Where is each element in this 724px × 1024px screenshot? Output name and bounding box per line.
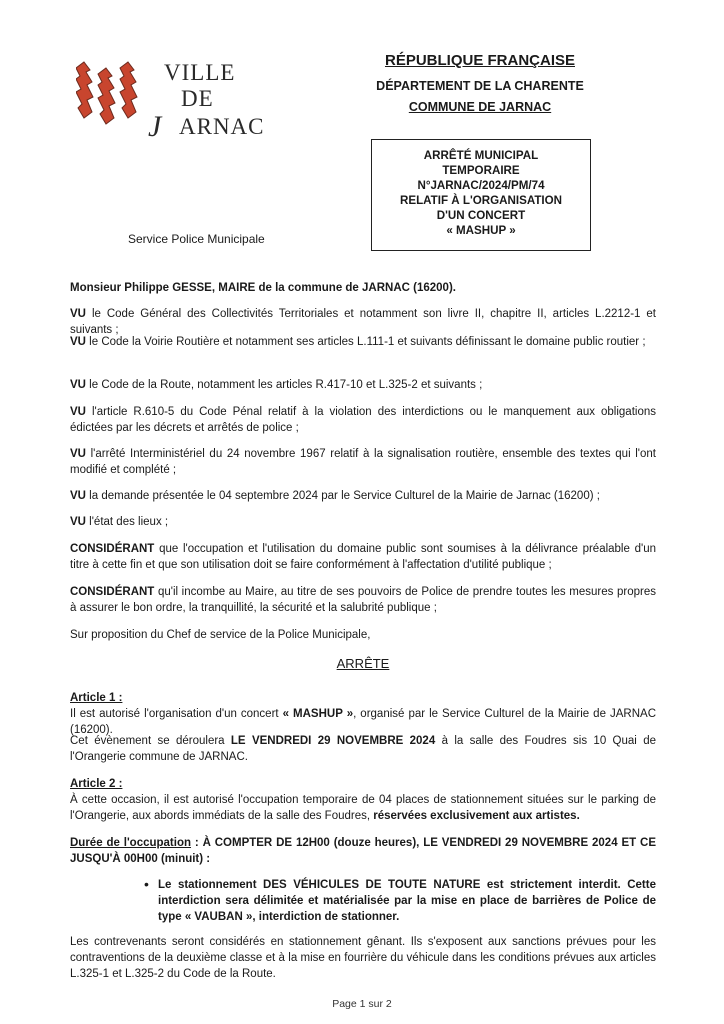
vu-item: VU le Code de la Route, notamment les articles R.417-10 et L.325-2 et suivants ; bbox=[70, 379, 483, 391]
mayor-intro: Monsieur Philippe GESSE, MAIRE de la commune de JARNAC (16200). bbox=[70, 282, 456, 294]
service-label: Service Police Municipale bbox=[128, 232, 265, 246]
duration-text: Durée de l'occupation : À COMPTER DE 12H00 (douze heures), LE VENDREDI 29 NOVEMBRE 2024 ET CE JUSQU'À 00H00 (minuit) : bbox=[70, 837, 656, 865]
arrete-heading: ARRÊTE bbox=[336, 656, 390, 671]
crest-icon bbox=[76, 58, 146, 138]
bullet-icon: • bbox=[144, 876, 149, 892]
logo-line-ville: VILLE bbox=[164, 60, 236, 85]
article-1-text: Il est autorisé l'organisation d'un concert « MASHUP », organisé par le Service Culturel de la Mairie de JARNAC (16200). bbox=[70, 708, 656, 736]
department-heading: DÉPARTEMENT DE LA CHARENTE bbox=[376, 79, 584, 93]
vu-item: VU le Code la Voirie Routière et notamment ses articles L.111-1 et suivants définissant le domaine public routier ; bbox=[70, 336, 646, 348]
title-line-3: N°JARNAC/2024/PM/74 bbox=[417, 179, 545, 192]
vu-item: VU l'arrêté Interministériel du 24 novembre 1967 relatif à la signalisation routière, ensemble des textes qui l'ont modifié et complété ; bbox=[70, 448, 656, 476]
vu-item: VU la demande présentée le 04 septembre 2024 par le Service Culturel de la Mairie de Jarnac (16200) ; bbox=[70, 490, 600, 502]
vu-item: VU l'état des lieux ; bbox=[70, 516, 169, 528]
considerant-item: CONSIDÉRANT qu'il incombe au Maire, au titre de ses pouvoirs de Police de prendre toutes les mesures propres à assurer le bon ordre, la tranquillité, la sécurité et la salubrité publique ; bbox=[70, 586, 656, 614]
commune-heading: COMMUNE DE JARNAC bbox=[408, 100, 552, 114]
decree-title-box bbox=[371, 139, 591, 251]
town-logo bbox=[76, 58, 266, 148]
page-number: Page 1 sur 2 bbox=[332, 998, 392, 1010]
title-line-1: ARRÊTÉ MUNICIPAL bbox=[423, 149, 539, 162]
title-line-2: TEMPORAIRE bbox=[442, 164, 520, 177]
title-line-6: « MASHUP » bbox=[446, 224, 516, 237]
logo-line-jarnac: ARNAC bbox=[179, 114, 265, 139]
republic-heading: RÉPUBLIQUE FRANÇAISE bbox=[384, 52, 575, 69]
article-1-event: Cet évènement se déroulera LE VENDREDI 29 NOVEMBRE 2024 à la salle des Foudres sis 10 Quai de l'Orangerie commune de JARNAC. bbox=[70, 735, 656, 763]
logo-line-de: DE bbox=[181, 86, 214, 111]
title-line-4: RELATIF À L'ORGANISATION bbox=[399, 194, 563, 207]
vu-item: VU le Code Général des Collectivités Territoriales et notamment son livre II, chapitre II, articles L.2212-1 et suivants ; bbox=[70, 308, 656, 336]
article-1-title: Article 1 : bbox=[70, 692, 123, 704]
proposal-text: Sur proposition du Chef de service de la Police Municipale, bbox=[70, 629, 371, 641]
bullet-text: Le stationnement DES VÉHICULES DE TOUTE NATURE est strictement interdit. Cette interdiction sera délimitée et matérialisée par la mise en place de barrières de Police de type « VAUBAN », interdiction de stationner. bbox=[158, 879, 656, 923]
considerant-item: CONSIDÉRANT que l'occupation et l'utilisation du domaine public sont soumises à la délivrance préalable d'un titre à cette fin et que son utilisation doit se faire conformément à l'affectation d'utilité publique ; bbox=[70, 543, 656, 571]
offenders-text: Les contrevenants seront considérés en stationnement gênant. Ils s'exposent aux sanctions prévues pour les contraventions de la deuxième classe et à la mise en fourrière du véhicule dans les conditions prévues aux articles L.325-1 et L.325-2 du Code de la Route. bbox=[70, 936, 656, 980]
article-2-title: Article 2 : bbox=[70, 778, 123, 790]
article-2-text: À cette occasion, il est autorisé l'occupation temporaire de 04 places de stationnement situées sur le parking de l'Orangerie, aux abords immédiats de la salle des Foudres, réservées exclusivement aux artistes. bbox=[70, 794, 656, 822]
vu-item: VU l'article R.610-5 du Code Pénal relatif à la violation des interdictions ou le manquement aux obligations édictées par les décrets et arrêtés de police ; bbox=[70, 406, 656, 434]
logo-initial: J bbox=[148, 110, 162, 143]
title-line-5: D'UN CONCERT bbox=[436, 209, 526, 222]
